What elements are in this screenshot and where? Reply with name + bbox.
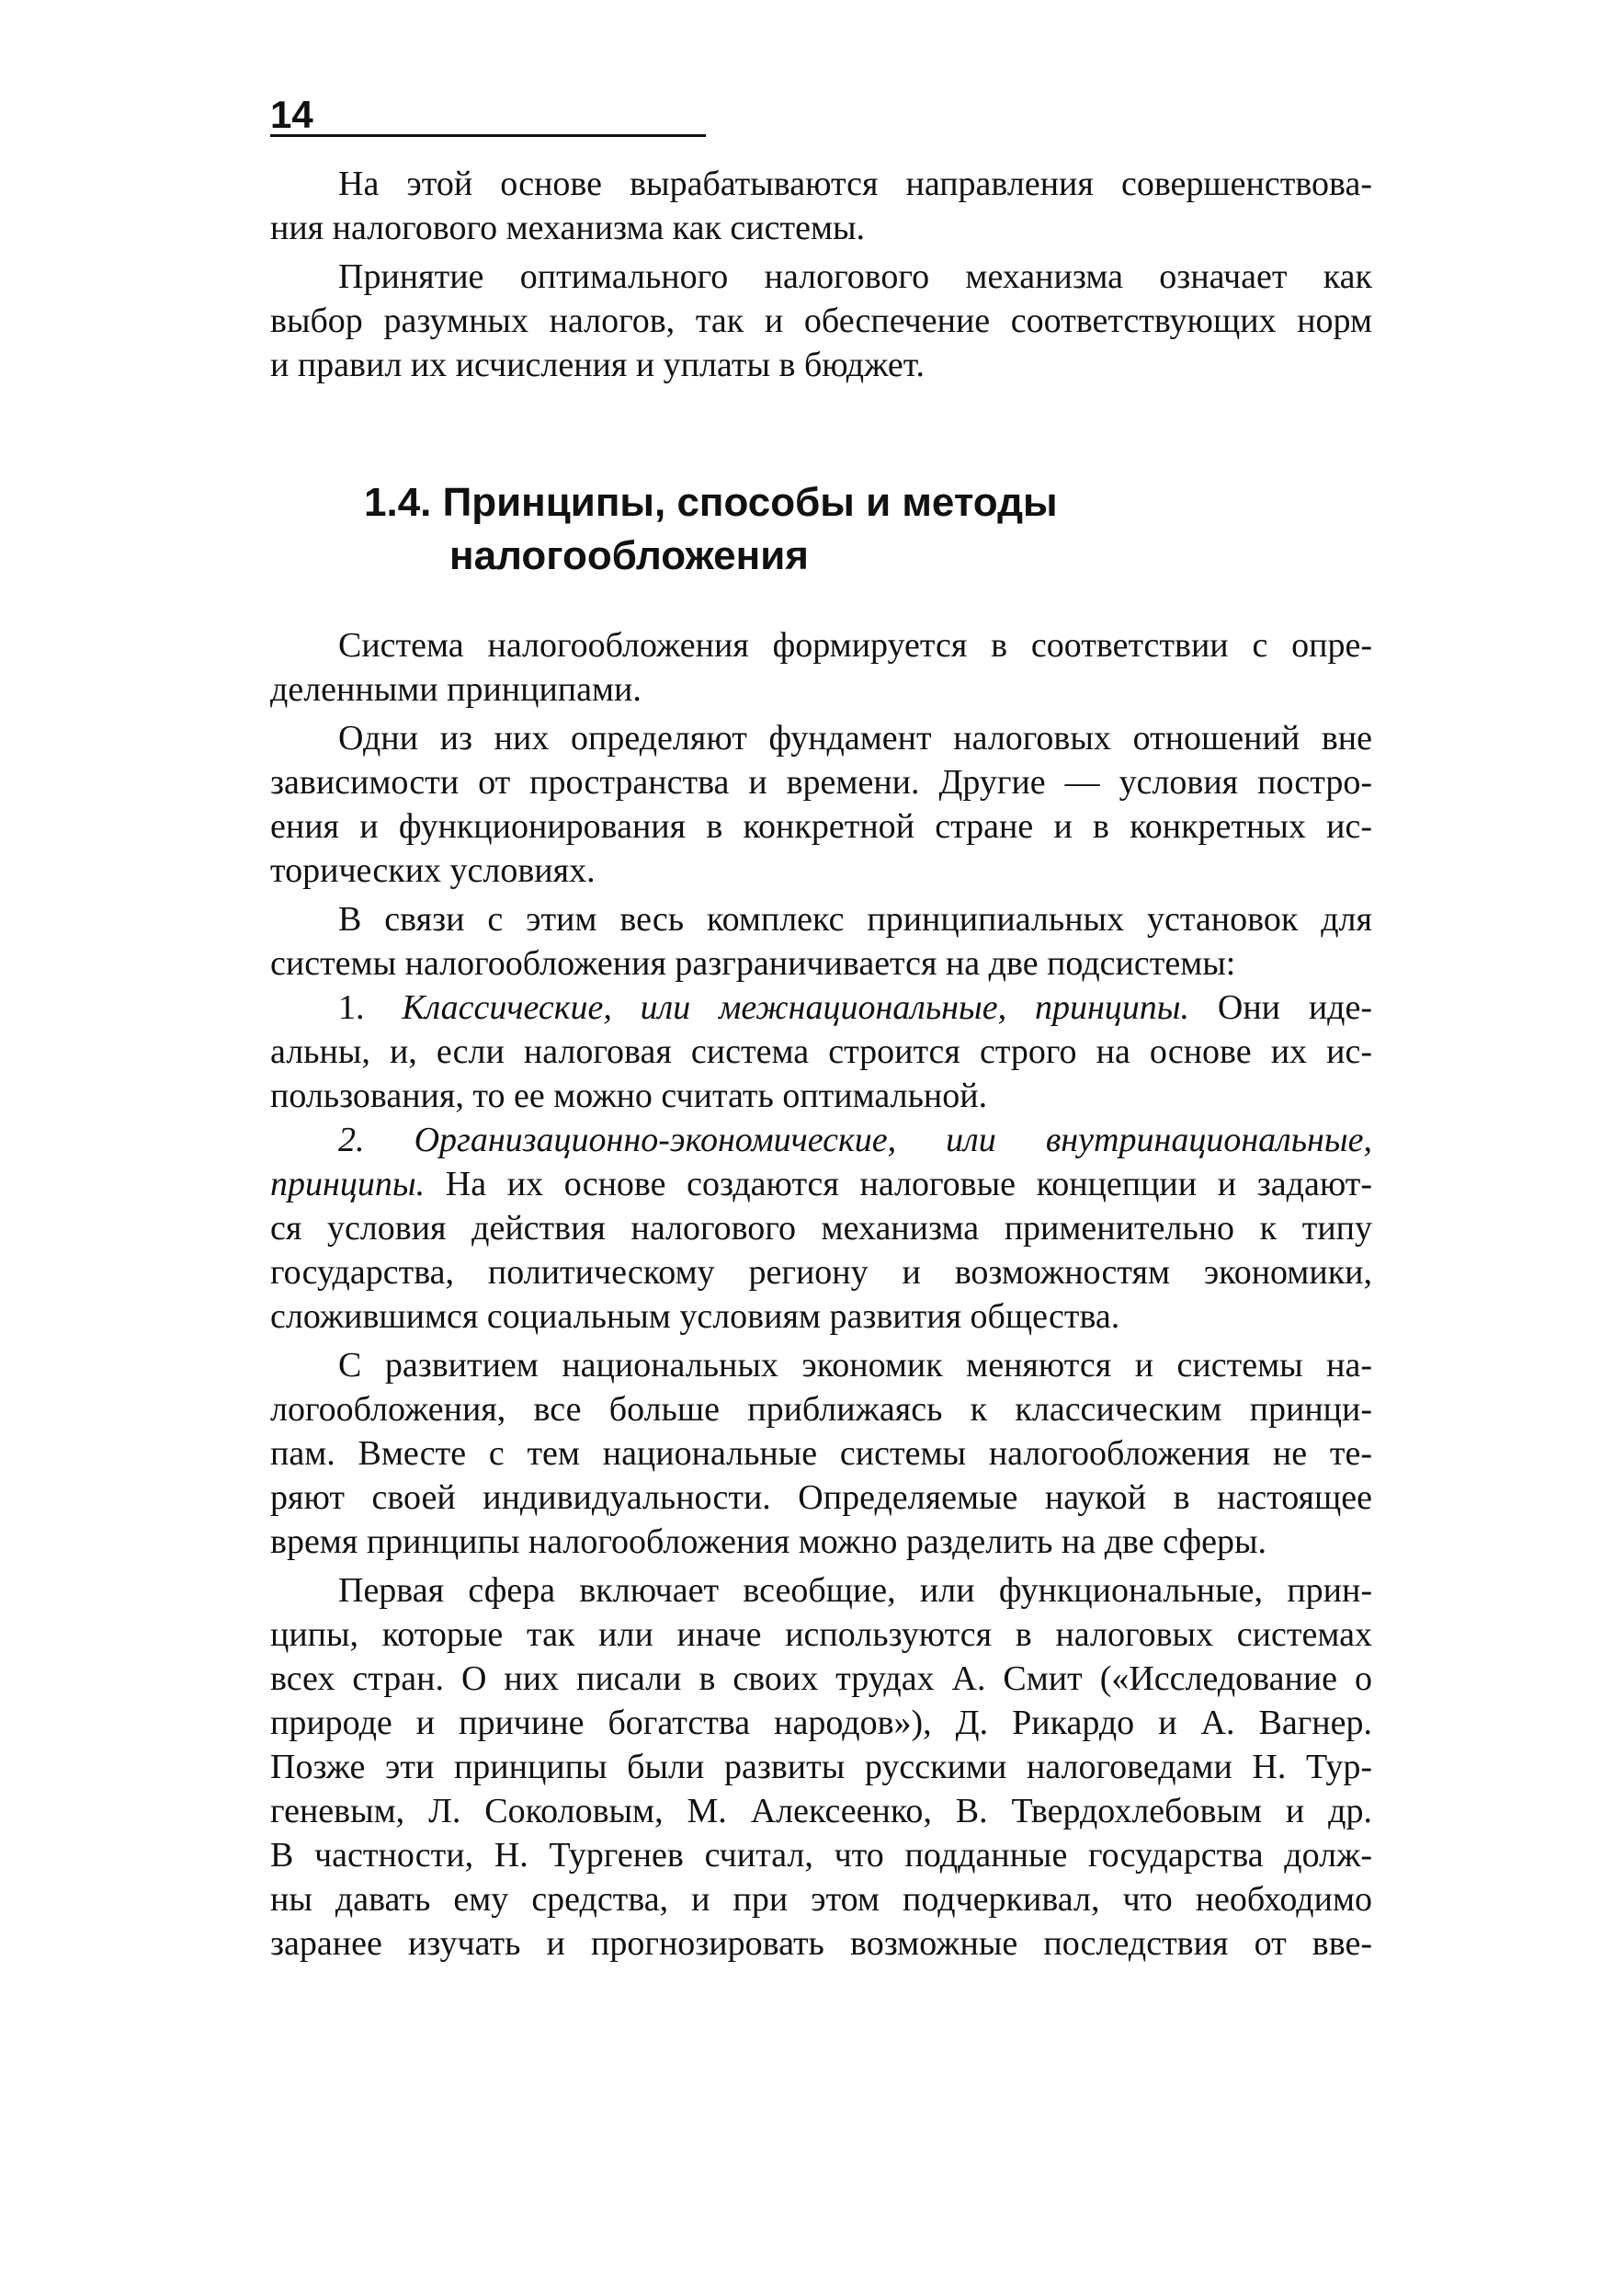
list-item-2: [270, 1118, 1372, 1339]
text-line: деленными принципами.: [270, 670, 642, 709]
text-line: ряют своей индивидуальности. Определяемые наукой в настоящее: [270, 1478, 1372, 1517]
list-item-second-line: [270, 1162, 1372, 1206]
text-line: системы налогообложения разграничивается на две подсистемы:: [270, 944, 1236, 983]
text-line: пользования, то ее можно считать оптимальной.: [270, 1077, 988, 1115]
text-line: торических условиях.: [270, 851, 596, 890]
text-line: геневым, Л. Соколовым, М. Алексеенко, В. Твердохлебовым и др.: [270, 1792, 1372, 1830]
text-line: ения и функционирования в конкретной стране и в конкретных ис-: [270, 807, 1372, 846]
body-paragraph-1: [270, 623, 1372, 712]
intro-paragraph-1: [270, 162, 1372, 250]
list-item-term: принципы.: [270, 1165, 426, 1203]
text-line: С развитием национальных экономик меняются и системы на-: [338, 1346, 1372, 1385]
text-line: пам. Вместе с тем национальные системы налогообложения не те-: [270, 1434, 1372, 1473]
text-line: ся условия действия налогового механизма применительно к типу: [270, 1209, 1372, 1248]
text-line: время принципы налогообложения можно разделить на две сферы.: [270, 1522, 1266, 1561]
text-fragment: На их основе создаются налоговые концепции и задают-: [445, 1165, 1372, 1203]
body-paragraph-2: [270, 716, 1372, 893]
closing-paragraph-1: [270, 1343, 1372, 1564]
text-line: В частности, Н. Тургенев считал, что подданные государства долж-: [270, 1836, 1372, 1875]
text-line: Система налогообложения формируется в соответствии с опре-: [338, 626, 1372, 665]
text-line: государства, политическому региону и возможностям экономики,: [270, 1253, 1372, 1292]
list-item-term: Классические, или межнациональные, принципы.: [402, 988, 1190, 1027]
section-heading-line-1: 1.4. Принципы, способы и методы: [364, 480, 1058, 525]
list-item-term-line: 2. Организационно-экономические, или внутринациональные,: [338, 1121, 1372, 1159]
text-line: ципы, которые так или иначе используются в налоговых системах: [270, 1615, 1372, 1654]
text-line: ния налогового механизма как системы.: [270, 209, 866, 247]
text-fragment: Они иде-: [1217, 988, 1373, 1027]
text-line: заранее изучать и прогнозировать возможные последствия от вве-: [270, 1924, 1372, 1963]
closing-paragraph-2: [270, 1568, 1372, 1966]
text-line: и правил их исчисления и уплаты в бюджет.: [270, 346, 925, 384]
page-number: 14: [270, 93, 313, 136]
text-line: логообложения, все больше приближаясь к классическим принци-: [270, 1390, 1372, 1429]
text-line: На этой основе вырабатываются направления совершенствова-: [338, 165, 1372, 203]
text-line: ны давать ему средства, и при этом подчеркивал, что необходимо: [270, 1880, 1372, 1919]
text-line: природе и причине богатства народов»), Д. Рикардо и А. Вагнер.: [270, 1704, 1372, 1742]
list-item-first-line: [270, 986, 1372, 1030]
text-line: сложившимся социальным условиям развития общества.: [270, 1297, 1120, 1336]
text-line: зависимости от пространства и времени. Другие — условия постро-: [270, 763, 1372, 802]
text-line: Позже эти принципы были развиты русскими налоговедами Н. Тур-: [270, 1748, 1372, 1786]
text-line: Принятие оптимального налогового механизма означает как: [338, 257, 1372, 296]
header-rule: [270, 134, 706, 137]
section-heading: [364, 476, 1058, 583]
text-line: В связи с этим весь комплекс принципиальных установок для: [338, 900, 1372, 939]
text-line: всех стран. О них писали в своих трудах А. Смит («Исследование о: [270, 1659, 1372, 1698]
text-line: альны, и, если налоговая система строится строго на основе их ис-: [270, 1032, 1372, 1071]
body-text: [270, 623, 1372, 1966]
text-line: Первая сфера включает всеобщие, или функциональные, прин-: [338, 1571, 1372, 1610]
list-item-number: 1.: [338, 988, 365, 1027]
list-item-1: [270, 986, 1372, 1118]
text-line: выбор разумных налогов, так и обеспечение соответствующих норм: [270, 302, 1372, 340]
intro-paragraph-2: [270, 255, 1372, 387]
section-heading-line-2: налогообложения: [449, 533, 809, 578]
body-paragraph-3: [270, 897, 1372, 986]
intro-text: [270, 162, 1372, 387]
text-line: Одни из них определяют фундамент налоговых отношений вне: [338, 719, 1372, 758]
